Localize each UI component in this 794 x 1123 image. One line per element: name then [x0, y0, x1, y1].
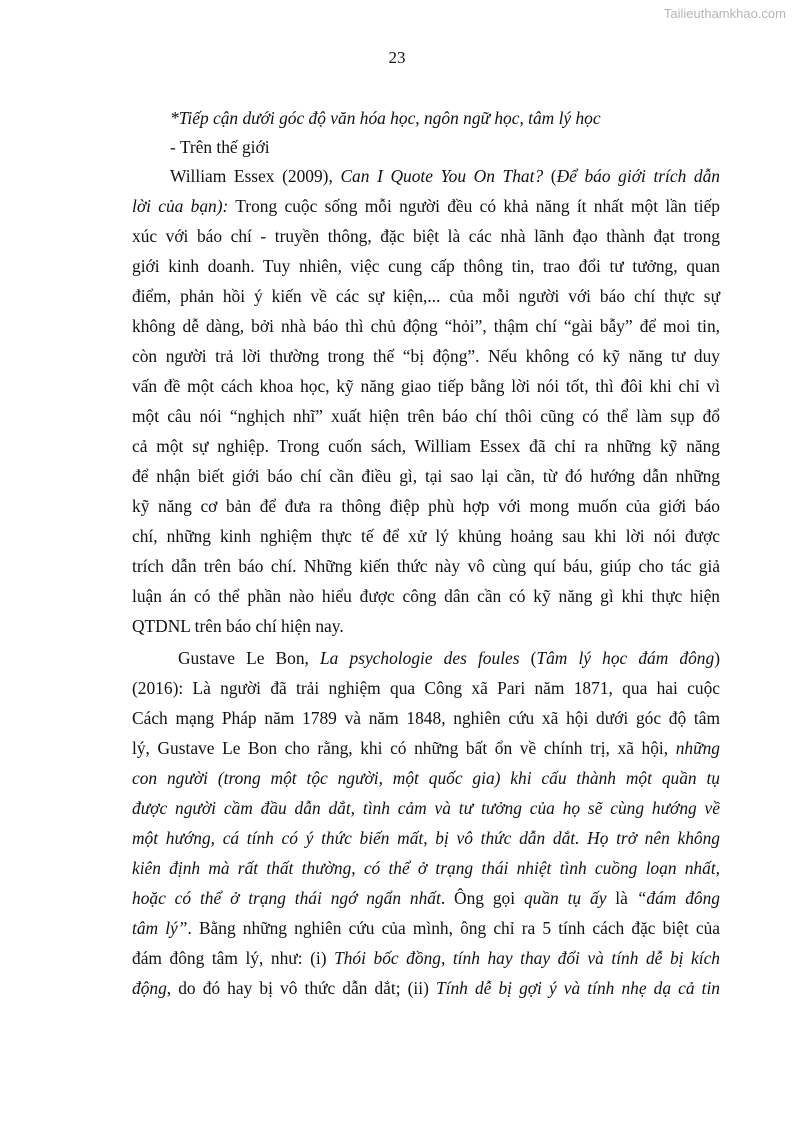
- italic-text: Can I Quote You On That?: [340, 166, 544, 186]
- paragraph-line: [132, 196, 720, 216]
- text-segment: chí, những kinh nghiệm thực tế để xử lý khủng hoảng sau khi lời nói được: [132, 526, 720, 546]
- paragraph-line: [132, 678, 720, 698]
- paragraph-line: [132, 586, 720, 606]
- text-segment: trích dẫn trên báo chí. Những kiến thức này vô cùng quí báu, giúp cho tác giả: [132, 556, 720, 576]
- text-segment: Trong cuộc sống mỗi người đều có khả năng ít nhất một lần tiếp: [228, 196, 720, 216]
- paragraph-line: [132, 316, 720, 336]
- paragraph-line: [132, 376, 720, 396]
- text-segment: lý, Gustave Le Bon cho rằng, khi có những bất ổn về chính trị, xã hội,: [132, 738, 676, 758]
- page-number: 23: [388, 48, 406, 67]
- italic-text: tâm lý”: [132, 918, 188, 938]
- subsection-heading: [170, 137, 690, 157]
- paragraph-line: [132, 616, 720, 636]
- text-segment: giới kinh doanh. Tuy nhiên, việc cung cấp thông tin, trao đổi tư tưởng, quan: [132, 256, 720, 276]
- paragraph-line: [170, 166, 720, 186]
- paragraph-line: [132, 738, 720, 758]
- paragraph-line: [132, 496, 720, 516]
- paragraph-line: [132, 286, 720, 306]
- paragraph-line: [132, 918, 720, 938]
- paragraph-line: [132, 708, 720, 728]
- paragraph-line: [132, 798, 720, 818]
- italic-text: lời của bạn):: [132, 196, 229, 216]
- paragraph-line: [132, 858, 720, 878]
- text-segment: để nhận biết giới báo chí cần điều gì, tại sao lại cần, từ đó hướng dẫn những: [132, 466, 720, 486]
- italic-text: một hướng, cá tính có ý thức biến mất, bị vô thức dẫn dắt. Họ trở nên không: [132, 828, 720, 848]
- paragraph-line: [132, 768, 720, 788]
- paragraph-line: [132, 948, 720, 968]
- paragraph-line: [132, 436, 720, 456]
- section-heading: [170, 108, 690, 128]
- text-segment: luận án có thể phần nào hiểu được công dân cần có kỹ năng gì khi thực hiện: [132, 586, 720, 606]
- text-segment: còn người trả lời thường trong thế “bị động”. Nếu không có kỹ năng tư duy: [132, 346, 720, 366]
- text-segment: ): [714, 648, 720, 668]
- text-segment: điểm, phản hồi ý kiến về các sự kiện,... của mỗi người với báo chí thực sự: [132, 286, 720, 306]
- italic-text: “đám đông: [636, 888, 720, 908]
- italic-text: được người cầm đầu dẫn dắt, tình cảm và tư tưởng của họ sẽ cùng hướng về: [132, 798, 720, 818]
- italic-text: Để báo giới trích dẫn: [556, 166, 720, 186]
- text-segment: (: [519, 648, 537, 668]
- text-segment: QTDNL trên báo chí hiện nay.: [132, 616, 344, 636]
- italic-text: kiên định mà rất thất thường, có thể ở trạng thái nhiệt tình cuồng loạn nhất,: [132, 858, 720, 878]
- italic-text: quần tụ ấy: [523, 888, 607, 908]
- paragraph-line: [132, 888, 720, 908]
- italic-text: La psychologie des foules: [320, 648, 520, 668]
- text-segment: (: [543, 166, 557, 186]
- paragraph-line: [132, 526, 720, 546]
- text-segment: không dễ dàng, bởi nhà báo thì chủ động “hỏi”, thậm chí “gài bẫy” để moi tin,: [132, 316, 720, 336]
- italic-text: hoặc có thể ở trạng thái ngớ ngẩn nhất: [132, 888, 441, 908]
- italic-text: Thói bốc đồng, tính hay thay đổi và tính dễ bị kích: [334, 948, 720, 968]
- italic-text: Tính dễ bị gợi ý và tính nhẹ dạ cả tin: [435, 978, 720, 998]
- text-segment: (2016): Là người đã trải nghiệm qua Công xã Pari năm 1871, qua hai cuộc: [132, 678, 720, 698]
- text-segment: xúc với báo chí - truyền thông, đặc biệt là các nhà lãnh đạo thành đạt trong: [132, 226, 720, 246]
- text-segment: , do đó hay bị vô thức dẫn dắt; (ii): [166, 978, 436, 998]
- text-segment: đám đông tâm lý, như: (i): [132, 948, 335, 968]
- paragraph-line: [132, 978, 720, 998]
- italic-text: *Tiếp cận dưới góc độ văn hóa học, ngôn ngữ học, tâm lý học: [170, 108, 601, 128]
- text-segment: vấn đề một cách khoa học, kỹ năng giao tiếp bằng lời nói tốt, thì đôi khi chỉ vì: [132, 376, 720, 396]
- paragraph-line: [132, 346, 720, 366]
- paragraph-line: [178, 648, 720, 668]
- text-segment: kỹ năng cơ bản để đưa ra thông điệp phù hợp với mong muốn của giới báo: [132, 496, 720, 516]
- text-segment: cả một sự nghiệp. Trong cuốn sách, William Essex đã chỉ ra những kỹ năng: [132, 436, 720, 456]
- paragraph-line: [132, 828, 720, 848]
- paragraph-line: [132, 256, 720, 276]
- paragraph-line: [132, 406, 720, 426]
- text-segment: - Trên thế giới: [170, 137, 270, 157]
- paragraph-line: [132, 226, 720, 246]
- text-segment: là: [606, 888, 637, 908]
- watermark-text: Tailieuthamkhao.com: [663, 6, 786, 21]
- text-segment: Gustave Le Bon,: [178, 648, 321, 668]
- text-segment: Cách mạng Pháp năm 1789 và năm 1848, nghiên cứu xã hội dưới góc độ tâm: [132, 708, 720, 728]
- paragraph-line: [132, 466, 720, 486]
- italic-text: con người (trong một tộc người, một quốc gia) khi cấu thành một quần tụ: [132, 768, 720, 788]
- italic-text: động: [132, 978, 167, 998]
- text-segment: một câu nói “nghịch nhĩ” xuất hiện trên báo chí thôi cũng có thể làm sụp đổ: [132, 406, 720, 426]
- text-segment: . Ông gọi: [440, 888, 524, 908]
- italic-text: Tâm lý học đám đông: [536, 648, 715, 668]
- text-segment: William Essex (2009),: [170, 166, 341, 186]
- italic-text: những: [675, 738, 720, 758]
- text-segment: . Bằng những nghiên cứu của mình, ông chỉ ra 5 tính cách đặc biệt của: [187, 918, 720, 938]
- paragraph-line: [132, 556, 720, 576]
